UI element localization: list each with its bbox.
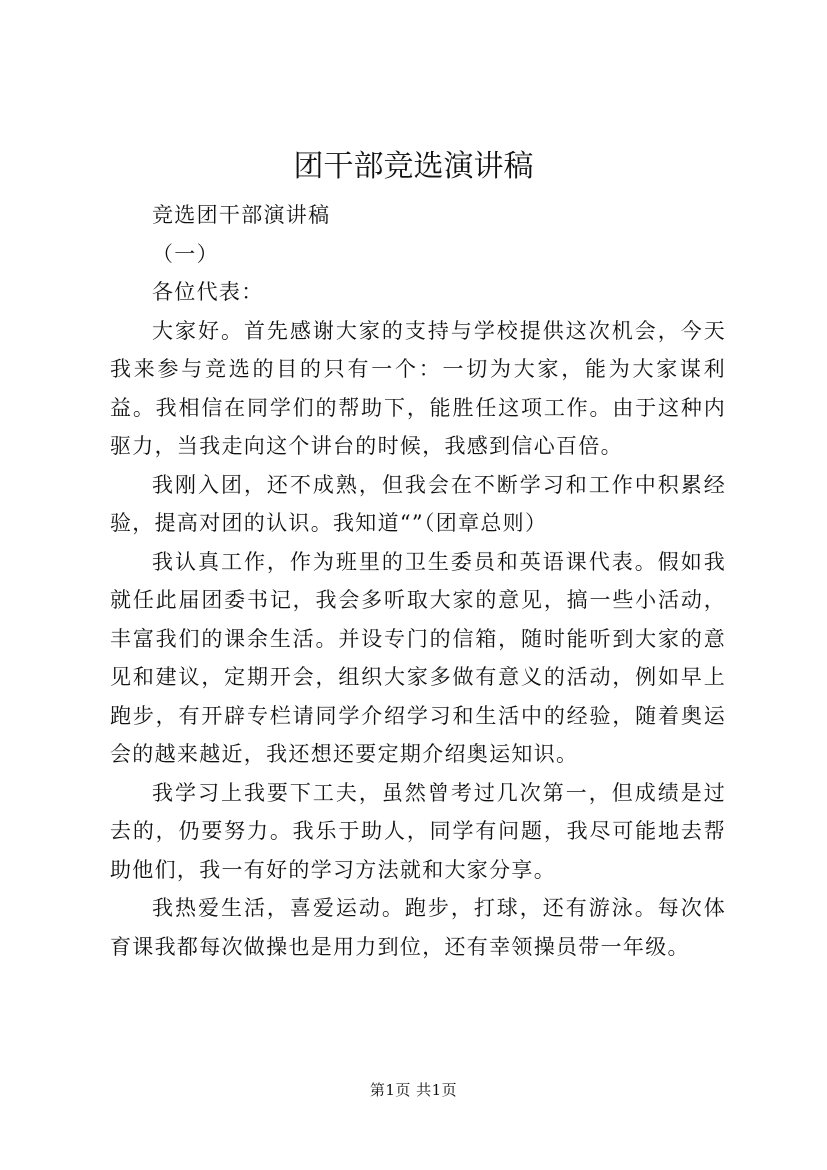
body-paragraph: 大家好。首先感谢大家的支持与学校提供这次机会，今天我来参与竞选的目的只有一个：一切为大家，能为大家谋利益。我相信在同学们的帮助下，能胜任这项工作。由于这种内驱力，当我走向这个讲台的时候，我感到信心百倍。 [110, 318, 726, 458]
body-paragraph: 我热爱生活，喜爱运动。跑步，打球，还有游泳。每次体育课我都每次做操也是用力到位，还有幸领操员带一年级。 [110, 896, 726, 959]
salutation-paragraph: 各位代表： [152, 280, 264, 304]
body-paragraph: 我学习上我要下工夫，虽然曾考过几次第一，但成绩是过去的，仍要努力。我乐于助人，同学有问题，我尽可能地去帮助他们，我一有好的学习方法就和大家分享。 [110, 780, 726, 882]
body-paragraph: 我刚入团，还不成熟，但我会在不断学习和工作中积累经验，提高对团的认识。我知道“”（团章总则） [110, 472, 726, 535]
document-title: 团干部竞选演讲稿 [293, 149, 534, 184]
subtitle-paragraph: 竞选团干部演讲稿 [152, 203, 331, 227]
body-paragraph: 我认真工作，作为班里的卫生委员和英语课代表。假如我就任此届团委书记，我会多听取大家的意见，搞一些小活动，丰富我们的课余生活。并设专门的信箱，随时能听到大家的意见和建议，定期开会，组织大家多做有意义的活动，例如早上跑步，有开辟专栏请同学介绍学习和生活中的经验，随着奥运会的越来越近，我还想还要定期介绍奥运知识。 [110, 549, 726, 766]
page-footer: 第1页 共1页 [369, 1081, 458, 1099]
section-number-paragraph: （一） [152, 241, 219, 266]
document-body [110, 196, 726, 966]
